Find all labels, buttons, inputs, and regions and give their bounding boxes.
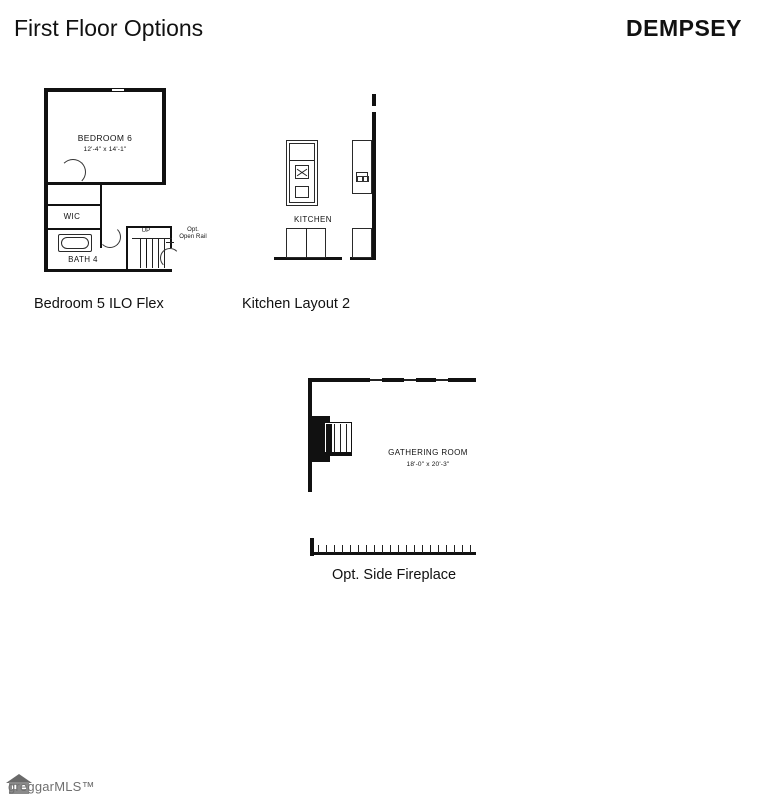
window-top <box>112 88 124 92</box>
plan-name: DEMPSEY <box>626 15 742 41</box>
wall-hatch <box>398 545 399 553</box>
room-dim-bedroom-6: 12'-4" x 14'-1" <box>83 146 127 153</box>
fireplace-firebox <box>326 424 332 454</box>
wall-hatch <box>342 545 343 553</box>
wall-kitchen-right <box>372 112 376 260</box>
door-swing-entry <box>160 248 180 268</box>
wall-hatch <box>438 545 439 553</box>
wall-hatch <box>454 545 455 553</box>
sheet-header <box>0 0 758 54</box>
wall-hatch <box>358 545 359 553</box>
wall-bedroom-bottom <box>44 182 166 185</box>
stair-direction-line <box>146 240 147 266</box>
wall-hatch <box>318 545 319 553</box>
wall-kitchen-right-top <box>372 94 376 106</box>
wall-gathering-top-4 <box>448 378 476 382</box>
wall-gathering-left-upper <box>308 378 312 418</box>
wall-wic-bottom <box>44 228 102 230</box>
fireplace-detail <box>340 424 341 454</box>
caption-bedroom-5-ilo-flex: Bedroom 5 ILO Flex <box>34 296 164 312</box>
wall-hatch <box>350 545 351 553</box>
room-label-kitchen: KITCHEN <box>294 215 332 224</box>
wall-hall-right <box>100 182 102 206</box>
room-label-wic: WIC <box>63 212 81 221</box>
wall-bath-bottom <box>44 269 128 272</box>
sheet-footer <box>0 766 758 800</box>
stair-tread <box>152 238 153 268</box>
wall-hatch <box>470 545 471 553</box>
open-rail-label-line1: Opt. <box>187 227 199 233</box>
bathtub-basin <box>61 237 89 249</box>
wall-hatch <box>414 545 415 553</box>
stair-tread <box>140 238 141 268</box>
room-label-bath-4: BATH 4 <box>68 255 98 264</box>
burner-icon <box>363 176 369 182</box>
cabinet-divider <box>306 228 307 258</box>
stair-nosing <box>132 238 172 239</box>
fireplace-base <box>324 452 352 456</box>
wall-hatch <box>462 545 463 553</box>
wall-hatch <box>430 545 431 553</box>
leader-line-open-rail <box>166 242 174 243</box>
fireplace-detail <box>346 424 347 454</box>
door-swing-bath <box>99 226 121 248</box>
window-gathering-2 <box>404 379 416 381</box>
page-title: First Floor Options <box>14 15 204 41</box>
mls-logo-text: greggarMLS™ <box>8 779 95 794</box>
wall-hatch <box>422 545 423 553</box>
room-label-gathering-room: GATHERING ROOM <box>388 448 468 457</box>
wall-wic-right <box>100 204 102 230</box>
wall-stair-bottom <box>126 269 172 272</box>
lower-cabinet-right <box>352 228 372 258</box>
wall-bath-left <box>44 230 47 272</box>
wall-gathering-top-2 <box>382 378 404 382</box>
fireplace-detail <box>334 424 335 454</box>
island-divider <box>290 160 314 161</box>
wall-hatch <box>366 545 367 553</box>
window-gathering-3 <box>436 379 448 381</box>
wall-hatch <box>406 545 407 553</box>
door-swing-bedroom <box>60 159 86 185</box>
window-gathering-1 <box>370 379 382 381</box>
island-sink <box>295 186 309 198</box>
caption-kitchen-layout-2: Kitchen Layout 2 <box>242 296 351 312</box>
wall-hatch <box>382 545 383 553</box>
open-rail-label-line2: Open Rail <box>179 234 207 240</box>
wall-top-left <box>44 88 112 92</box>
wall-stair-left <box>126 226 128 272</box>
wall-top-right <box>124 88 166 92</box>
wall-hatch <box>334 545 335 553</box>
wall-gathering-top-3 <box>416 378 436 382</box>
counter-run-right <box>352 140 372 194</box>
stair-up-label: UP <box>141 228 151 234</box>
wall-hatch <box>326 545 327 553</box>
wall-gathering-left-lower <box>308 460 312 492</box>
wall-wic-top <box>44 204 102 206</box>
room-dim-gathering-room: 18'-0" x 20'-3" <box>406 461 450 468</box>
wall-hatch <box>446 545 447 553</box>
stair-tread <box>158 238 159 268</box>
wall-gathering-top-1 <box>308 378 370 382</box>
wall-hatch <box>374 545 375 553</box>
room-label-bedroom-6: BEDROOM 6 <box>77 133 133 143</box>
caption-opt-side-fireplace: Opt. Side Fireplace <box>332 567 457 583</box>
wall-hatch <box>390 545 391 553</box>
